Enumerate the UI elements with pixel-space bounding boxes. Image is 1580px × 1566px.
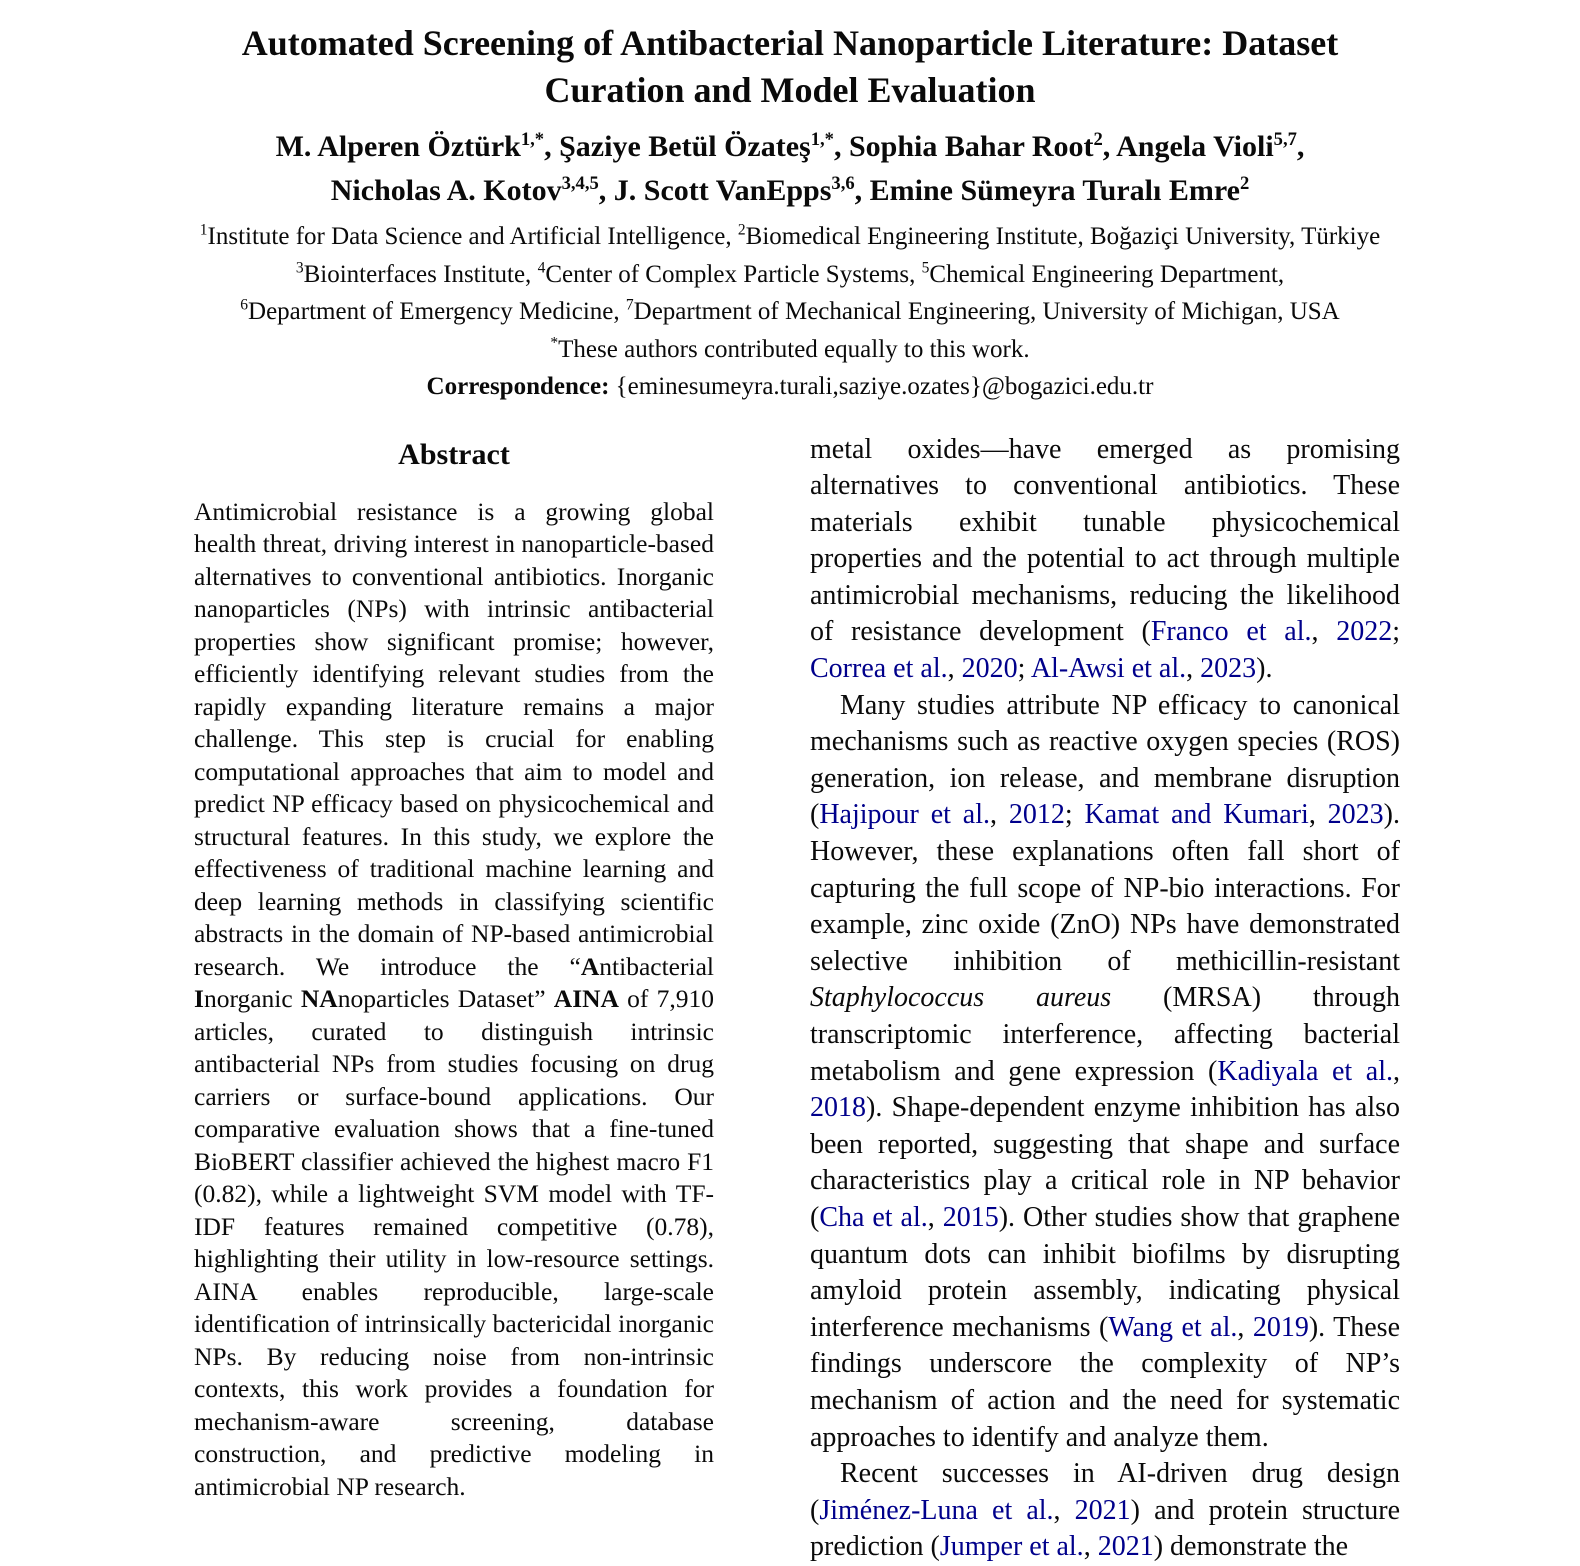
- affiliation-block: [0, 218, 1580, 406]
- author-line-2: Nicholas A. Kotov$^{3,4,5}$, J. Scott VanEpps$^{3,6}$, Emine Sümeyra Turalı Emre$^2$: [330, 173, 1250, 207]
- affiliation-line-2: $^3$Biointerfaces Institute, $^4$Center of Complex Particle Systems, $^5$Chemical Engineering Department,: [295, 259, 1285, 288]
- left-column: [160, 432, 748, 1566]
- paper-title-line2: Curation and Model Evaluation: [544, 70, 1036, 110]
- citation-link[interactable]: Wang et al.: [1108, 1311, 1238, 1343]
- citation-link[interactable]: Correa et al.: [810, 653, 948, 685]
- citation-link[interactable]: Al-Awsi et al.: [1030, 653, 1187, 685]
- abstract-heading: Abstract: [398, 437, 510, 471]
- citation-link[interactable]: 2021: [1074, 1494, 1131, 1526]
- citation-link[interactable]: Kamat and Kumari: [1084, 799, 1309, 831]
- right-column: [810, 432, 1400, 1566]
- citation-link[interactable]: Jumper et al.: [939, 1531, 1084, 1563]
- affiliation-line-3: $^6$Department of Emergency Medicine, $^7$Department of Mechanical Engineering, University of Michigan, USA: [240, 296, 1340, 325]
- intro-paragraph-2: Many studies attribute NP efficacy to canonical mechanisms such as reactive oxygen species (ROS) generation, ion release, and membrane disruption (Hajipour et al., 2012; Kamat and Kumari, 2023). However, these explanations often fall short of capturing the full scope of NP-bio interactions. For example, zinc oxide (ZnO) NPs have demonstrated selective inhibition of methicillin-resistant Staphylococcus aureus (MRSA) through transcriptomic interference, affecting bacterial metabolism and gene expression (Kadiyala et al., 2018). Shape-dependent enzyme inhibition has also been reported, suggesting that shape and surface characteristics play a critical role in NP behavior (Cha et al., 2015). Other studies show that graphene quantum dots can inhibit biofilms by disrupting amyloid protein assembly, indicating physical interference mechanisms (Wang et al., 2019). These findings underscore the complexity of NP’s mechanism of action and the need for systematic approaches to identify and analyze them.: [810, 689, 1400, 1453]
- correspondence-line: Correspondence: {eminesumeyra.turali,saziye.ozates}@bogazici.edu.tr: [426, 373, 1154, 400]
- paper-title-line1: Automated Screening of Antibacterial Nanoparticle Literature: Dataset: [241, 23, 1339, 63]
- author-line-1: M. Alperen Öztürk$^{1,*}$, Şaziye Betül Özateş$^{1,*}$, Sophia Bahar Root$^2$, Angela Violi$^{5,7}$,: [275, 129, 1305, 163]
- citation-link[interactable]: 2022: [1336, 616, 1393, 648]
- citation-link[interactable]: 2020: [961, 653, 1018, 685]
- author-block: [0, 125, 1580, 213]
- citation-link[interactable]: 2018: [810, 1092, 866, 1124]
- intro-paragraph-1: metal oxides—have emerged as promising alternatives to conventional antibiotics. These materials exhibit tunable physicochemical properties and the potential to act through multiple antimicrobial mechanisms, reducing the likelihood of resistance development (Franco et al., 2022; Correa et al., 2020; Al-Awsi et al., 2023).: [810, 433, 1401, 685]
- abstract-text: Antimicrobial resistance is a growing global health threat, driving interest in nanoparticle-based alternatives to conventional antibiotics. Inorganic nanoparticles (NPs) with intrinsic antibacterial properties show significant promise; however, efficiently identifying relevant studies from the rapidly expanding literature remains a major challenge. This step is crucial for enabling computational approaches that aim to model and predict NP efficacy based on physicochemical and structural features. In this study, we explore the effectiveness of traditional machine learning and deep learning methods in classifying scientific abstracts in the domain of NP-based antimicrobial research. We introduce the “Antibacterial Inorganic NAnoparticles Dataset” AINA of 7,910 articles, curated to distinguish intrinsic antibacterial NPs from studies focusing on drug carriers or surface-bound applications. Our comparative evaluation shows that a fine-tuned BioBERT classifier achieved the highest macro F1 (0.82), while a lightweight SVM model with TF-IDF features remained competitive (0.78), highlighting their utility in low-resource settings. AINA enables reproducible, large-scale identification of intrinsically bactericidal inorganic NPs. By reducing noise from non-intrinsic contexts, this work provides a foundation for mechanism-aware screening, database construction, and predictive modeling in antimicrobial NP research.: [194, 496, 714, 1501]
- two-column-body: [0, 432, 1580, 1566]
- citation-link[interactable]: 2019: [1252, 1311, 1309, 1343]
- paper-header: [0, 0, 1580, 406]
- citation-link[interactable]: 2012: [1008, 799, 1065, 831]
- citation-link[interactable]: 2023: [1200, 653, 1257, 685]
- citation-link[interactable]: 2015: [942, 1201, 999, 1233]
- citation-link[interactable]: 2021: [1097, 1531, 1154, 1563]
- citation-link[interactable]: Franco et al.: [1150, 616, 1312, 648]
- citation-link[interactable]: 2023: [1327, 799, 1384, 831]
- citation-link[interactable]: Cha et al.: [819, 1201, 928, 1233]
- citation-link[interactable]: Jiménez-Luna et al.: [819, 1494, 1054, 1526]
- intro-paragraph-3: Recent successes in AI-driven drug design (Jiménez-Luna et al., 2021) and protein structure prediction (Jumper et al., 2021) demonstrate the: [810, 1458, 1400, 1563]
- citation-link[interactable]: Hajipour et al.: [819, 799, 990, 831]
- citation-link[interactable]: Kadiyala et al.: [1217, 1055, 1393, 1087]
- affiliation-line-1: $^1$Institute for Data Science and Artificial Intelligence, $^2$Biomedical Engineering Institute, Boğaziçi University, Türkiye: [199, 221, 1381, 250]
- equal-contribution-note: *These authors contributed equally to this work.: [550, 334, 1030, 363]
